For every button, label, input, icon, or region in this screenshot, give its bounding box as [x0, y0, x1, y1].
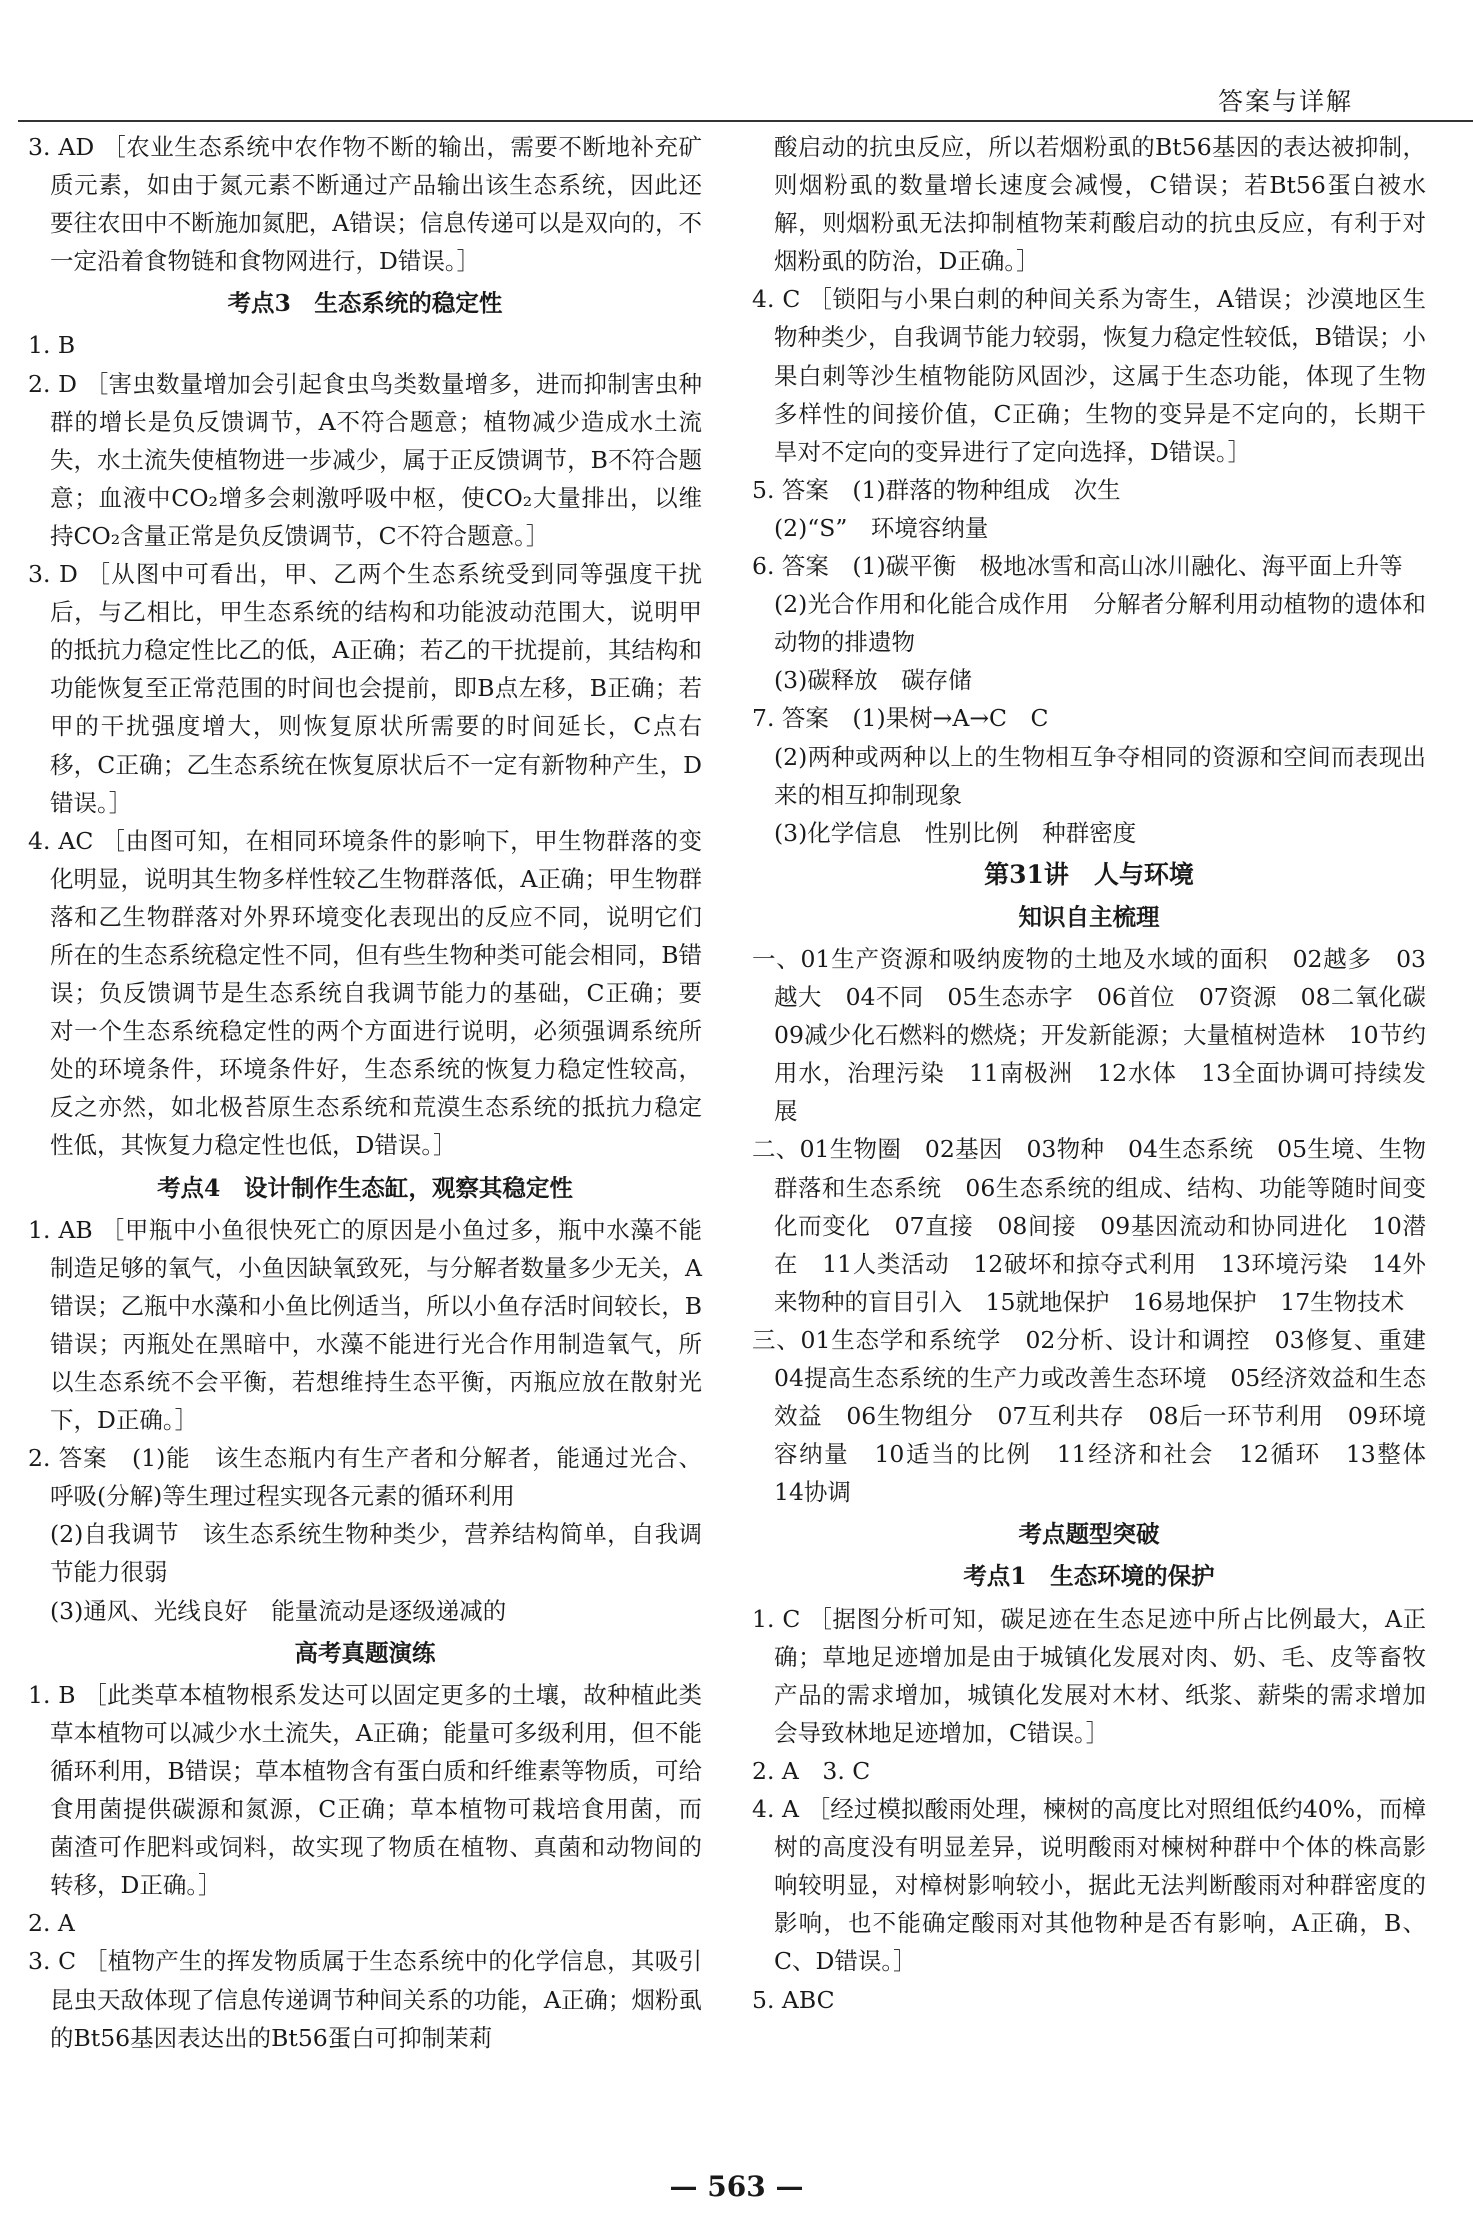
answer-paragraph: 2. D ［害虫数量增加会引起食虫鸟类数量增多，进而抑制害虫种群的增长是负反馈调节，A不符合题意；植物减少造成水土流失，水土流失使植物进一步减少，属于正反馈调节，B不符合题意；血液中CO₂增多会刺激呼吸中枢，使CO₂大量排出，以维持CO₂含量正常是负反馈调节，C不符合题意。］	[28, 369, 702, 550]
section-heading: 考点4 设计制作生态缸，观察其稳定性	[157, 1173, 573, 1202]
answer-paragraph: 2. A	[28, 1909, 75, 1938]
right-column	[752, 128, 1450, 2118]
answer-paragraph: 6. 答案 (1)碳平衡 极地冰雪和高山冰川融化、海平面上升等	[752, 552, 1403, 581]
answer-paragraph: 1. B	[28, 331, 76, 360]
section-heading: 第31讲 人与环境	[984, 859, 1194, 889]
answer-paragraph: 2. 答案 (1)能 该生态瓶内有生产者和分解者，能通过光合、呼吸(分解)等生理过程实现各元素的循环利用	[28, 1444, 702, 1511]
answer-paragraph: 5. 答案 (1)群落的物种组成 次生	[752, 475, 1121, 504]
answer-paragraph: 1. AB ［甲瓶中小鱼很快死亡的原因是小鱼过多，瓶中水藻不能制造足够的氧气，小鱼因缺氧致死，与分解者数量多少无关，A错误；乙瓶中水藻和小鱼比例适当，所以小鱼存活时间较长，B错误；丙瓶处在黑暗中，水藻不能进行光合作用制造氧气，所以生态系统不会平衡，若想维持生态平衡，丙瓶应放在散射光下，D正确。］	[28, 1215, 702, 1435]
page-number: — 563 —	[669, 2170, 804, 2203]
answer-paragraph: (2)光合作用和化能合成作用 分解者分解利用动植物的遗体和动物的排遗物	[774, 590, 1426, 657]
section-heading: 考点3 生态系统的稳定性	[227, 289, 503, 318]
answer-paragraph: (2)两种或两种以上的生物相互争夺相同的资源和空间而表现出来的相互抑制现象	[774, 742, 1426, 809]
answer-paragraph: 三、01生态学和系统学 02分析、设计和调控 03修复、重建 04提高生态系统的生产力或改善生态环境 05经济效益和生态效益 06生物组分 07互利共存 08后一环节利用 09环境容纳量 10适当的比例 11经济和社会 12循环 13整体 14协调	[752, 1325, 1450, 1507]
answer-paragraph: 1. B ［此类草本植物根系发达可以固定更多的土壤，故种植此类草本植物可以减少水土流失，A正确；能量可多级利用，但不能循环利用，B错误；草本植物含有蛋白质和纤维素等物质，可给食用菌提供碳源和氮源，C正确；草本植物可栽培食用菌，而菌渣可作肥料或饲料，故实现了物质在植物、真菌和动物间的转移，D正确。］	[28, 1680, 702, 1900]
answer-paragraph: (3)通风、光线良好 能量流动是逐级递减的	[50, 1596, 507, 1625]
section-heading: 考点题型突破	[1018, 1520, 1160, 1549]
section-heading: 知识自主梳理	[1018, 902, 1160, 931]
answer-paragraph: 3. AD ［农业生态系统中农作物不断的输出，需要不断地补充矿质元素，如由于氮元素不断通过产品输出该生态系统，因此还要往农田中不断施加氮肥，A错误；信息传递可以是双向的，不一定沿着食物链和食物网进行，D错误。］	[28, 133, 702, 276]
section-heading: 高考真题演练	[294, 1638, 436, 1667]
answer-paragraph: 4. C ［锁阳与小果白刺的种间关系为寄生，A错误；沙漠地区生物种类少，自我调节能力较弱，恢复力稳定性较低，B错误；小果白刺等沙生植物能防风固沙，这属于生态功能，体现了生物多样性的间接价值，C正确；生物的变异是不定向的，长期干旱对不定向的变异进行了定向选择，D错误。］	[752, 285, 1426, 466]
answer-paragraph: 二、01生物圈 02基因 03物种 04生态系统 05生境、生物群落和生态系统 06生态系统的组成、结构、功能等随时间变化而变化 07直接 08间接 09基因流动和协同进化 10潜在 11人类活动 12破坏和掠夺式利用 13环境污染 14外来物种的盲目引入 15就地保护 16易地保护 17生物技术	[752, 1135, 1426, 1316]
answer-paragraph: 一、01生产资源和吸纳废物的土地及水域的面积 02越多 03越大 04不同 05生态赤字 06首位 07资源 08二氧化碳 09减少化石燃料的燃烧；开发新能源；大量植树造林 10节约用水，治理污染 11南极洲 12水体 13全面协调可持续发展	[752, 944, 1450, 1126]
answer-paragraph: 4. AC ［由图可知，在相同环境条件的影响下，甲生物群落的变化明显，说明其生物多样性较乙生物群落低，A正确；甲生物群落和乙生物群落对外界环境变化表现出的反应不同，说明它们所在的生态系统稳定性不同，但有些生物种类可能会相同，B错误；负反馈调节是生态系统自我调节能力的基础，C正确；要对一个生态系统稳定性的两个方面进行说明，必须强调系统所处的环境条件，环境条件好，生态系统的恢复力稳定性较高，反之亦然，如北极苔原生态系统和荒漠生态系统的抵抗力稳定性低，其恢复力稳定性也低，D错误。］	[28, 826, 702, 1160]
answer-paragraph: 4. A ［经过模拟酸雨处理，楝树的高度比对照组低约40%，而樟树的高度没有明显差异，说明酸雨对楝树种群中个体的株高影响较明显，对樟树影响较小，据此无法判断酸雨对种群密度的影响，也不能确定酸雨对其他物种是否有影响，A正确，B、C、D错误。］	[752, 1795, 1426, 1976]
answer-paragraph: 2. A 3. C	[752, 1756, 871, 1785]
answer-paragraph: (3)碳释放 碳存储	[774, 666, 972, 695]
answer-paragraph: (2)“S” 环境容纳量	[774, 513, 989, 542]
answer-paragraph: (3)化学信息 性别比例 种群密度	[774, 818, 1137, 847]
answer-paragraph: 3. D ［从图中可看出，甲、乙两个生态系统受到同等强度干扰后，与乙相比，甲生态系统的结构和功能波动范围大，说明甲的抵抗力稳定性比乙的低，A正确；若乙的干扰提前，其结构和功能恢复至正常范围的时间也会提前，即B点左移，B正确；若甲的干扰强度增大，则恢复原状所需要的时间延长，C点右移，C正确；乙生态系统在恢复原状后不一定有新物种产生，D错误。］	[28, 560, 702, 817]
answer-paragraph: (2)自我调节 该生态系统生物种类少，营养结构简单，自我调节能力很弱	[50, 1520, 702, 1587]
left-column	[28, 128, 702, 2118]
answer-paragraph: 3. C ［植物产生的挥发物质属于生态系统中的化学信息，其吸引昆虫天敌体现了信息传递调节种间关系的功能，A正确；烟粉虱的Bt56基因表达出的Bt56蛋白可抑制茉莉	[28, 1947, 702, 2052]
page-header: 答案与详解	[1217, 87, 1353, 116]
answer-paragraph: 酸启动的抗虫反应，所以若烟粉虱的Bt56基因的表达被抑制，则烟粉虱的数量增长速度会减慢，C错误；若Bt56蛋白被水解，则烟粉虱无法抑制植物茉莉酸启动的抗虫反应，有利于对烟粉虱的防治，D正确。］	[774, 133, 1426, 276]
section-heading: 考点1 生态环境的保护	[963, 1562, 1215, 1591]
answer-paragraph: 1. C ［据图分析可知，碳足迹在生态足迹中所占比例最大，A正确；草地足迹增加是由于城镇化发展对肉、奶、毛、皮等畜牧产品的需求增加，城镇化发展对木材、纸浆、薪柴的需求增加会导致林地足迹增加，C错误。］	[752, 1604, 1426, 1747]
answer-paragraph: 5. ABC	[752, 1985, 835, 2014]
header-rule	[18, 120, 1473, 122]
answer-paragraph: 7. 答案 (1)果树→A→C C	[752, 704, 1049, 733]
